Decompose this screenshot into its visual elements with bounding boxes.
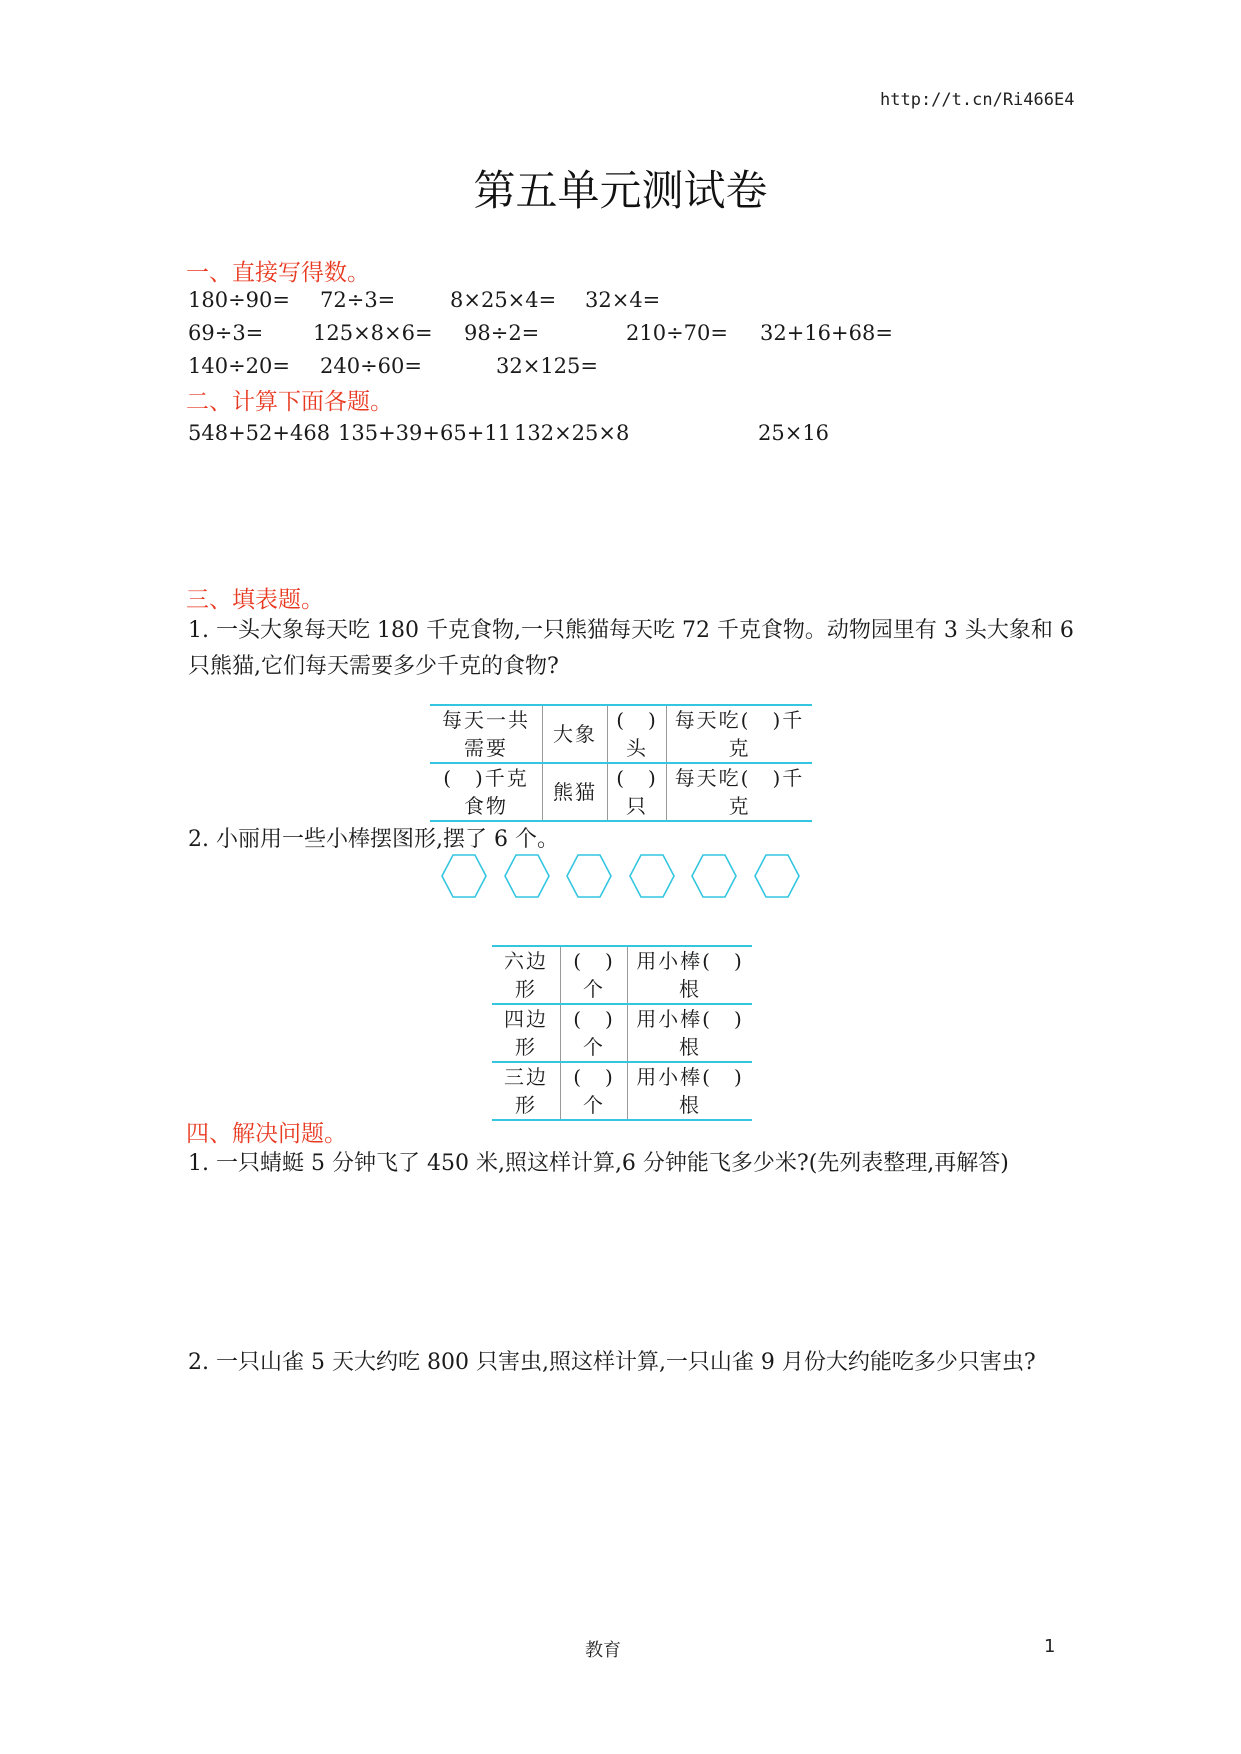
calc-item: 25×16 (758, 421, 830, 445)
calc-item: 8×25×4= (450, 288, 557, 312)
hexagon-icon (630, 855, 674, 897)
footer-text: 教育 (585, 1640, 621, 1661)
hexagon-icon (755, 855, 799, 897)
section3-heading: 三、填表题。 (186, 587, 324, 613)
table-cell-count: ( )个 (561, 1062, 628, 1120)
calc-item: 72÷3= (320, 288, 396, 312)
table-cell-sticks: 用小棒( )根 (628, 1062, 753, 1120)
calc-item: 240÷60= (320, 354, 422, 378)
calc-item: 32+16+68= (760, 321, 893, 345)
food-table (430, 704, 812, 822)
header-url: http://t.cn/Ri466E4 (880, 90, 1075, 110)
table-cell-count: ( )个 (561, 946, 628, 1004)
section2-heading: 二、计算下面各题。 (186, 389, 393, 415)
table-cell-total-unit: ( )千克食物 (430, 763, 543, 821)
calc-item: 210÷70= (626, 321, 728, 345)
hexagons-figure (430, 849, 810, 903)
question-text: 2. 一只山雀 5 天大约吃 800 只害虫,照这样计算,一只山雀 9 月份大约能吃多少只害虫? (188, 1350, 1036, 1375)
calc-item: 125×8×6= (313, 321, 433, 345)
calc-item: 69÷3= (188, 321, 264, 345)
calc-item: 140÷20= (188, 354, 290, 378)
table-cell-count: ( )个 (561, 1004, 628, 1062)
calc-item: 135+39+65+11 (338, 421, 512, 445)
calc-item: 98÷2= (464, 321, 540, 345)
question-text: 2. 小丽用一些小棒摆图形,摆了 6 个。 (188, 827, 559, 852)
table-cell-count: ( )只 (608, 763, 667, 821)
hexagon-icon (505, 855, 549, 897)
calc-item: 32×4= (585, 288, 661, 312)
calc-item: 548+52+468 (188, 421, 331, 445)
question-text: 1. 一只蜻蜓 5 分钟飞了 450 米,照这样计算,6 分钟能飞多少米?(先列表整理,再解答) (188, 1151, 1009, 1176)
hexagon-icon (567, 855, 611, 897)
question-text: 1. 一头大象每天吃 180 千克食物,一只熊猫每天吃 72 千克食物。动物园里有 3 头大象和 6 只熊猫,它们每天需要多少千克的食物? (188, 618, 1074, 679)
table-cell-animal: 大象 (543, 705, 608, 763)
table-cell-sticks: 用小棒( )根 (628, 946, 753, 1004)
table-cell-eat: 每天吃( )千克 (667, 763, 813, 821)
table-cell-count: ( )头 (608, 705, 667, 763)
table-cell-total: 每天一共需要 (430, 705, 543, 763)
table-cell-shape: 三边形 (492, 1062, 561, 1120)
hexagon-icon (692, 855, 736, 897)
table-cell-animal: 熊猫 (543, 763, 608, 821)
table-cell-sticks: 用小棒( )根 (628, 1004, 753, 1062)
calc-item: 132×25×8 (514, 421, 630, 445)
section1-heading: 一、直接写得数。 (186, 260, 370, 286)
calc-item: 32×125= (496, 354, 598, 378)
hexagon-icon (442, 855, 486, 897)
shape-table (492, 945, 752, 1121)
calc-item: 180÷90= (188, 288, 290, 312)
table-cell-eat: 每天吃( )千克 (667, 705, 813, 763)
section4-heading: 四、解决问题。 (186, 1121, 347, 1147)
table-cell-shape: 六边形 (492, 946, 561, 1004)
page-title: 第五单元测试卷 (473, 166, 768, 215)
table-cell-shape: 四边形 (492, 1004, 561, 1062)
page-number: 1 (1044, 1636, 1056, 1657)
